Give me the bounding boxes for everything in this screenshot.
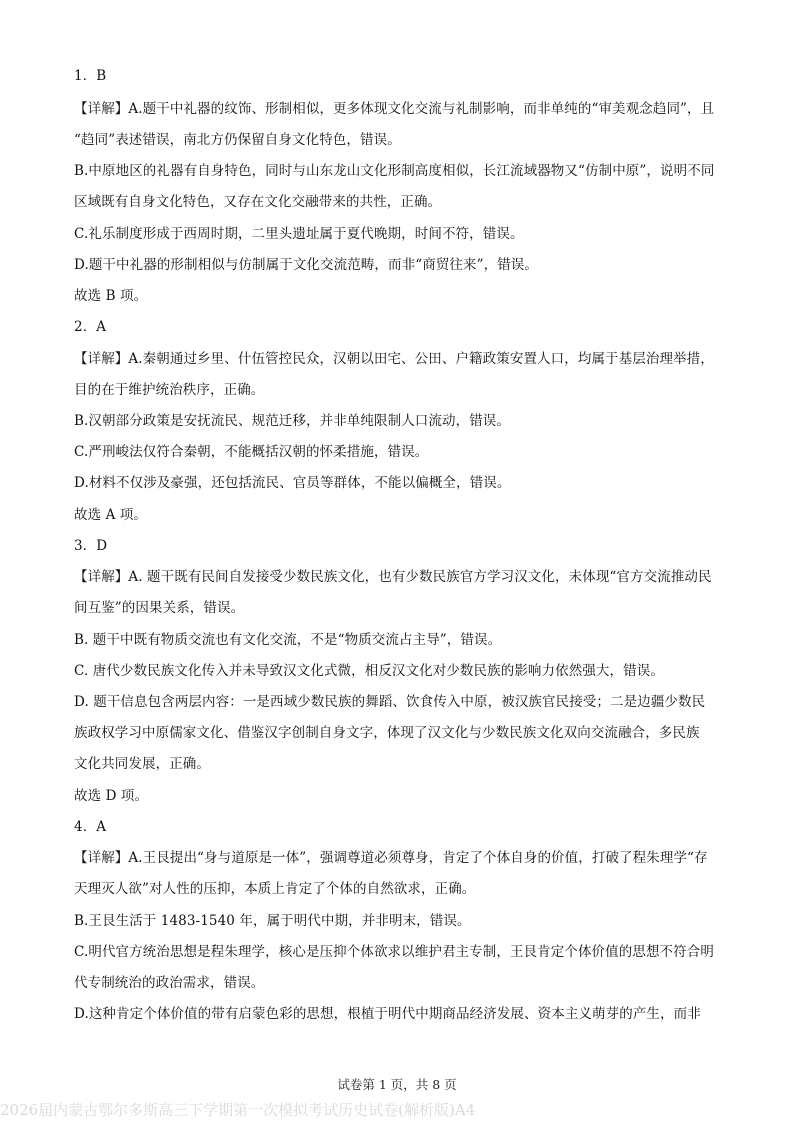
explanation-line: D.材料不仅涉及豪强，还包括流民、官员等群体，不能以偏概全，错误。 bbox=[74, 475, 511, 491]
explanation-line: 【详解】A.秦朝通过乡里、什伍管控民众，汉朝以田宅、公田、户籍政策安置人口，均属于基层治理举措， bbox=[74, 351, 714, 367]
explanation-line: C.礼乐制度形成于西周时期，二里头遗址属于夏代晚期，时间不符，错误。 bbox=[74, 226, 524, 242]
page-footer: 试卷第 1 页，共 8 页 bbox=[337, 1077, 457, 1092]
explanation-line: B.汉朝部分政策是安抚流民、规范迁移，并非单纯限制人口流动，错误。 bbox=[74, 413, 511, 429]
explanation-line: D. 题干信息包含两层内容：一是西域少数民族的舞蹈、饮食传入中原，被汉族官民接受；二是边疆少数民 bbox=[74, 694, 706, 710]
explanation-line: 间互鉴”的因果关系，错误。 bbox=[74, 600, 245, 616]
explanation-line: D.题干中礼器的形制相似与仿制属于文化交流范畴，而非“商贸往来”，错误。 bbox=[74, 257, 539, 273]
answer-number-1: 1．B bbox=[74, 68, 107, 84]
explanation-line: 【详解】A.题干中礼器的纹饰、形制相似，更多体现文化交流与礼制影响，而非单纯的“审美观念趋同”，且 bbox=[74, 101, 715, 117]
explanation-line: 区域既有自身文化特色，又存在文化交融带来的共性，正确。 bbox=[74, 194, 442, 210]
answer-choice-line: 故选 B 项。 bbox=[74, 288, 148, 304]
answer-number-3: 3．D bbox=[74, 538, 108, 554]
explanation-line: B. 题干中既有物质交流也有文化交流，不是“物质交流占主导”，错误。 bbox=[74, 632, 502, 648]
explanation-line: 【详解】A. 题干既有民间自发接受少数民族文化，也有少数民族官方学习汉文化，未体现“官方交流推动民 bbox=[74, 569, 712, 585]
explanation-line: C.明代官方统治思想是程朱理学，核心是压抑个体欲求以维护君主专制，王艮肯定个体价值的思想不符合明 bbox=[74, 944, 714, 960]
explanation-line: B.王艮生活于 1483-1540 年，属于明代中期，并非明末，错误。 bbox=[74, 913, 471, 929]
answer-number-2: 2．A bbox=[74, 319, 107, 335]
document-watermark: 2026届内蒙古鄂尔多斯高三下学期第一次模拟考试历史试卷(解析版)A4 bbox=[0, 1101, 476, 1119]
explanation-line: 代专制统治的政治需求，错误。 bbox=[74, 975, 265, 991]
explanation-line: B.中原地区的礼器有自身特色，同时与山东龙山文化形制高度相似，长江流域器物又“仿制中原”，说明不同 bbox=[74, 163, 715, 179]
explanation-line: 族政权学习中原儒家文化、借鉴汉字创制自身文字，体现了汉文化与少数民族文化双向交流融合，多民族 bbox=[74, 725, 700, 741]
explanation-line: “趋同”表述错误，南北方仍保留自身文化特色，错误。 bbox=[74, 132, 401, 148]
explanation-line: 文化共同发展，正确。 bbox=[74, 756, 210, 772]
answer-choice-line: 故选 A 项。 bbox=[74, 507, 148, 523]
explanation-line: C. 唐代少数民族文化传入并未导致汉文化式微，相反汉文化对少数民族的影响力依然强大，错误。 bbox=[74, 663, 664, 679]
answer-choice-line: 故选 D 项。 bbox=[74, 788, 149, 804]
explanation-line: 【详解】A.王艮提出“身与道原是一体”，强调尊道必须尊身，肯定了个体自身的价值，打破了程朱理学“存 bbox=[74, 850, 708, 866]
explanation-line: 目的在于维护统治秩序，正确。 bbox=[74, 382, 265, 398]
explanation-line: 天理灭人欲”对人性的压抑，本质上肯定了个体的自然欲求，正确。 bbox=[74, 881, 476, 897]
explanation-line: C.严刑峻法仅符合秦朝，不能概括汉朝的怀柔措施，错误。 bbox=[74, 444, 429, 460]
answer-number-4: 4．A bbox=[74, 819, 107, 835]
explanation-line: D.这种肯定个体价值的带有启蒙色彩的思想，根植于明代中期商品经济发展、资本主义萌芽的产生，而非 bbox=[74, 1006, 701, 1022]
